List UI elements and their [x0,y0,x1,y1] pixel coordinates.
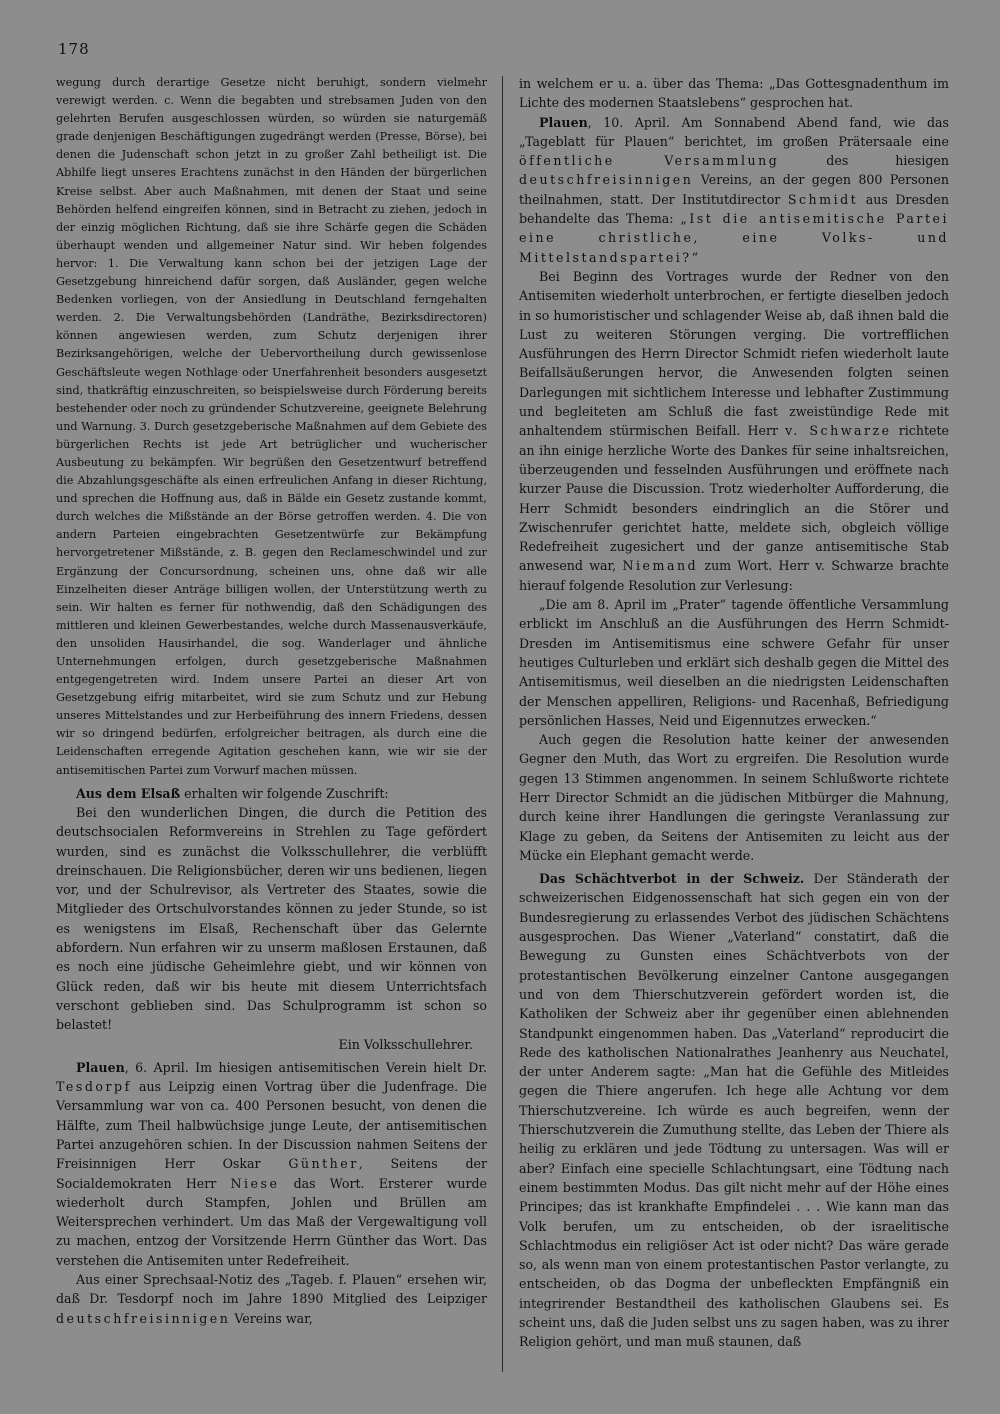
resolution-quote: „Die am 8. April im „Prater“ tagende öffentliche Versammlung erblickt im Anschluß an die Ausführungen des Herrn Schmidt-Dresden im Antisemitismus eine schwere Gefahr für unser heutiges Culturleben und erklärt sich deshalb gegen die Mittel des Antisemitismus, weil dieselben an die niedrigsten Leidenschaften der Menschen appelliren, Religions- und Racenhaß, Befriedigung persönlichen Hasses, Neid und Eigennutzes erwecken.“ [519,597,949,728]
plauen10-text-c: Vereins, an der gegen 800 Personen theilnahmen, statt. Der Institutdirector [519,172,949,207]
plauen10-report-c: zum Wort. Herr v. Schwarze brachte hierauf folgende Resolution zur Verlesung: [519,558,949,593]
plauen6-sprechsaal [56,1270,487,1328]
plauen6-text-c: , Seitens der Socialdemokraten Herr [56,1156,487,1191]
plauen6-text-b: aus Leipzig einen Vortrag über die Judenfrage. Die Versammlung war von ca. 400 Personen besucht, von denen die Hälfte, zum Theil halbwüchsige junge Leute, der antisemitischen Partei anzugehören schien. In der Discussion nahmen Seitens der Freisinnigen Herr Oskar [56,1079,487,1172]
plauen6-text-a: Im hiesigen antisemitischen Verein hielt Dr. [188,1059,488,1075]
plauen10-text-b: des hiesigen [779,153,949,169]
headline-plauen-6: Plauen [76,1059,125,1075]
article-schaechtverbot [519,869,949,1351]
page-number: 178 [58,40,90,58]
article-plauen-6-april [56,1058,487,1270]
elsass-signature: Ein Volksschullehrer. [338,1036,473,1052]
spaced-deutschfreisinnigen: deutschfreisinnigen [56,1310,231,1326]
plauen10-report-a: Bei Beginn des Vortrages wurde der Redner von den Antisemiten wiederholt unterbrochen, er fertigte dieselben jedoch in so humoristischer und schlagender Weise ab, daß ihnen bald die Lust zu weiteren Störungen verging. Die vortrefflichen Ausführungen des Herrn Director Schmidt riefen wiederholt laute Beifallsäußerungen hervor, die Anwesenden folgten seinen Darlegungen mit sichtlichem Interesse und lebhafter Zustimmung und begleiteten am Schluß die fast zweistündige Rede mit anhaltendem stürmischen Beifall. Herr [519,268,949,439]
name-schmidt: Schmidt [787,191,859,207]
plauen10-text-a: , 10. April. Am Sonnabend Abend fand, wie das „Tageblatt für Plauen“ berichtet, im großen Prätersaale eine [519,114,949,149]
spaced-deutschfreisinnigen-2: deutschfreisinnigen [519,172,694,188]
plauen10-conclusion: Auch gegen die Resolution hatte keiner der anwesenden Gegner den Muth, das Wort zu ergreifen. Die Resolution wurde gegen 13 Stimmen angenommen. In seinem Schlußworte richtete Herr Director Schmidt an die jüdischen Mitbürger die Mahnung, durch keine ihrer Handlungen die geringste Veranlassung zur Klage zu geben, da Seitens der Antisemiten zu leicht aus der Mücke ein Elephant gemacht werde. [519,732,949,863]
spaced-niemand: Niemand [622,558,699,574]
headline-elsass: Aus dem Elsaß [76,785,181,801]
column-divider [502,76,503,1372]
schaechtverbot-body: Der Ständerath der schweizerischen Eidgenossenschaft hat sich gegen ein von der Bundesregierung zu erlassendes Verbot des jüdischen Schächtens ausgesprochen. Das Wiener „Vaterland“ constatirt, daß die Bewegung zu Gunsten eines Schächtverbots von der protestantischen Bevölkerung einzelner Cantone ausgegangen und von dem Thierschutzverein gefördert worden ist, die Katholiken der Schweiz aber ihr gegenüber einen ablehnenden Standpunkt eingenommen haben. Das „Vaterland“ reproducirt die Rede des katholischen Nationalrathes Jeanhenry aus Neuchatel, der unter Anderem sagte: „Man hat die Gefühle des Mitleides gegen die Thiere angerufen. Ich hege alle Achtung vor dem Thierschutzvereine. Ich würde es auch begreifen, wenn der Thierschutzverein die Zumuthung stellte, das Leben der Thiere als heilig zu erklären und jede Tödtung zu untersagen. Was will er aber? Einfach eine specielle Schlachtungsart, eine Tödtung nach einem bestimmten Modus. Das gilt nicht mehr auf der Höhe eines Principes; das ist krankhafte Empfindelei . . . Wie kann man das Volk berufen, um zu entscheiden, ob der israelitische Schlachtmodus ein religiöser Act ist oder nicht? Das wäre gerade so, als wenn man von einem protestantischen Pastor verlangte, zu entscheiden, ob das Dogma der unbefleckten Empfängniß ein integrirender Bestandtheil des katholischen Glaubens sei. Es scheint uns, daß die Juden selbst uns zu sagen haben, was zu ihrer Religion gehört, und man muß staunen, daß [519,871,950,1350]
plauen6-date: , 6. April. [124,1059,189,1075]
plauen10-report [519,267,949,595]
plauen10-report-b: richtete an ihn einige herzliche Worte des Dankes für seine inhaltsreichen, überzeugenden und fesselnden Ausführungen und eröffnete nach kurzer Pause die Discussion. Trotz wiederholter Aufforderung, die Herr Schmidt besonders eindringlich an die Störer und Zwischenrufer gerichtet hatte, meldete sich, obgleich völlige Redefreiheit zugesichert und der ganze antisemitische Stab anwesend war, [519,423,949,574]
elsass-intro: erhalten wir folgende Zuschrift: [180,785,389,801]
spaced-oeffentliche-versammlung: öffentliche Versammlung [519,153,780,169]
elsass-body: Bei den wunderlichen Dingen, die durch die Petition des deutschsocialen Reformvereins in Strehlen zu Tage gefördert wurden, sind es zunächst die Volksschullehrer, die verblüfft dreinschauen. Die Religionsbücher, deren wir uns bedienen, liegen vor, und der Schulrevisor, als Vertreter des Staates, sowie die Mitglieder des Ortschulvorstandes können zu jeder Stunde, so ist es wenigstens im Elsaß, Rechenschaft über das Gelernte abfordern. Nun erfahren wir zu unserm maßlosen Erstaunen, daß es noch eine jüdische Geheimlehre giebt, und wir können von Glück reden, daß wir bis heute mit diesem Unterrichtsfach verschont geblieben sind. Das Schulprogramm ist schon so belastet! [56,804,487,1033]
name-tesdorpf: Tesdorpf [56,1079,132,1095]
paragraph-continuation-right: in welchem er u. a. über das Thema: „Das Gottesgnadenthum im Lichte des modernen Staatslebens“ gesprochen hat. [519,76,949,111]
article-elsass [56,784,487,803]
plauen6-text-e: Aus einer Sprechsaal-Notiz des „Tageb. f. Plauen“ ersehen wir, daß Dr. Tesdorpf noch im Jahre 1890 Mitglied des Leipziger [56,1272,487,1307]
name-schwarze: v. Schwarze [785,423,892,439]
right-column [519,74,949,1352]
plauen10-text-d: aus Dresden behandelte das Thema: [519,191,949,227]
spaced-thema: „Ist die antisemitische Partei eine christliche, eine Volks- und Mittelstandspartei?“ [519,211,949,265]
headline-plauen-10: Plauen [539,114,588,130]
left-column [56,74,487,1328]
headline-schaechtverbot: Das Schächtverbot in der Schweiz. [539,871,805,887]
paragraph-continuation: wegung durch derartige Gesetze nicht beruhigt, sondern vielmehr verewigt werden. c. Wenn die begabten und strebsamen Juden von den gelehrten Berufen ausgeschlossen würden, so würden sie naturgemäß grade denjenigen Beschäftigungen zugedrängt werden (Presse, Börse), bei denen die Judenschaft schon jetzt in zu großer Zahl betheiligt ist. Die Abhilfe liegt unseres Erachtens zunächst in den Händen der bürgerlichen Kreise selbst. Aber auch Maßnahmen, mit denen der Staat und seine Behörden helfend eingreifen können, sind in Betracht zu ziehen, jedoch in der einzig möglichen Richtung, daß sie ihre Schärfe gegen die Schäden überhaupt wenden und allgemeiner Natur sind. Wir heben folgendes hervor: 1. Die Verwaltung kann schon bei der jetzigen Lage der Gesetzgebung hinreichend dafür sorgen, daß Ausländer, gegen welche Bedenken vorliegen, von der Ansiedlung in Deutschland ferngehalten werden. 2. Die Verwaltungsbehörden (Landräthe, Bezirksdirectoren) können angewiesen werden, zum Schutz derjenigen ihrer Bezirksangehörigen, welche der Uebervortheilung durch gewissenlose Geschäftsleute wegen Nothlage oder Unerfahrenheit besonders ausgesetzt sind, thatkräftig einzuschreiten, so beispielsweise durch Förderung bereits bestehender oder noch zu gründender Schutzvereine, geeignete Belehrung und Warnung. 3. Durch gesetzgeberische Maßnahmen auf dem Gebiete des bürgerlichen Rechts ist jede Art betrüglicher und wucherischer Ausbeutung zu bekämpfen. Wir begrüßen den Gesetzentwurf betreffend die Abzahlungsgeschäfte als einen erfreulichen Anfang in dieser Richtung, und sprechen die Hoffnung aus, daß in Bälde ein Gesetz zustande kommt, durch welches die Mißstände an der Börse getroffen werden. 4. Die von andern Parteien eingebrachten Gesetzentwürfe zur Bekämpfung hervorgetretener Mißstände, z. B. gegen den Reclameschwindel und zur Ergänzung der Concursordnung, scheinen uns, ohne daß wir alle Einzelheiten dieser Anträge billigen wollen, der Unterstützung werth zu sein. Wir halten es ferner für nothwendig, daß den Schädigungen des mittleren und kleinen Gewerbestandes, welche durch Massenausverkäufe, den unsoliden Hausirhandel, die sog. Wanderlager und ähnliche Unternehmungen erfolgen, durch gesetzgeberische Maßnahmen entgegengetreten wird. Indem unsere Partei an dieser Art von Gesetzgebung eifrig mitarbeitet, wird sie zum Schutz und zur Hebung unseres Mittelstandes und zur Herbeiführung des innern Friedens, dessen wir so dringend bedürfen, erfolgreicher beitragen, als durch eine die Leidenschaften erregende Agitation geschehen kann, wie wir sie der antisemitischen Partei zum Vorwurf machen müssen. [56,76,487,777]
plauen6-text-d: das Wort. Ersterer wurde wiederholt durch Stampfen, Johlen und Brüllen am Weitersprechen verhindert. Um das Maß der Vergewaltigung voll zu machen, entzog der Vorsitzende Herrn Günther das Wort. Das verstehen die Antisemiten unter Redefreiheit. [56,1175,487,1268]
name-guenther: Günther [288,1156,359,1172]
name-niese: Niese [230,1175,280,1191]
article-plauen-10-april [519,113,949,267]
plauen6-text-f: Vereins war, [230,1310,313,1326]
